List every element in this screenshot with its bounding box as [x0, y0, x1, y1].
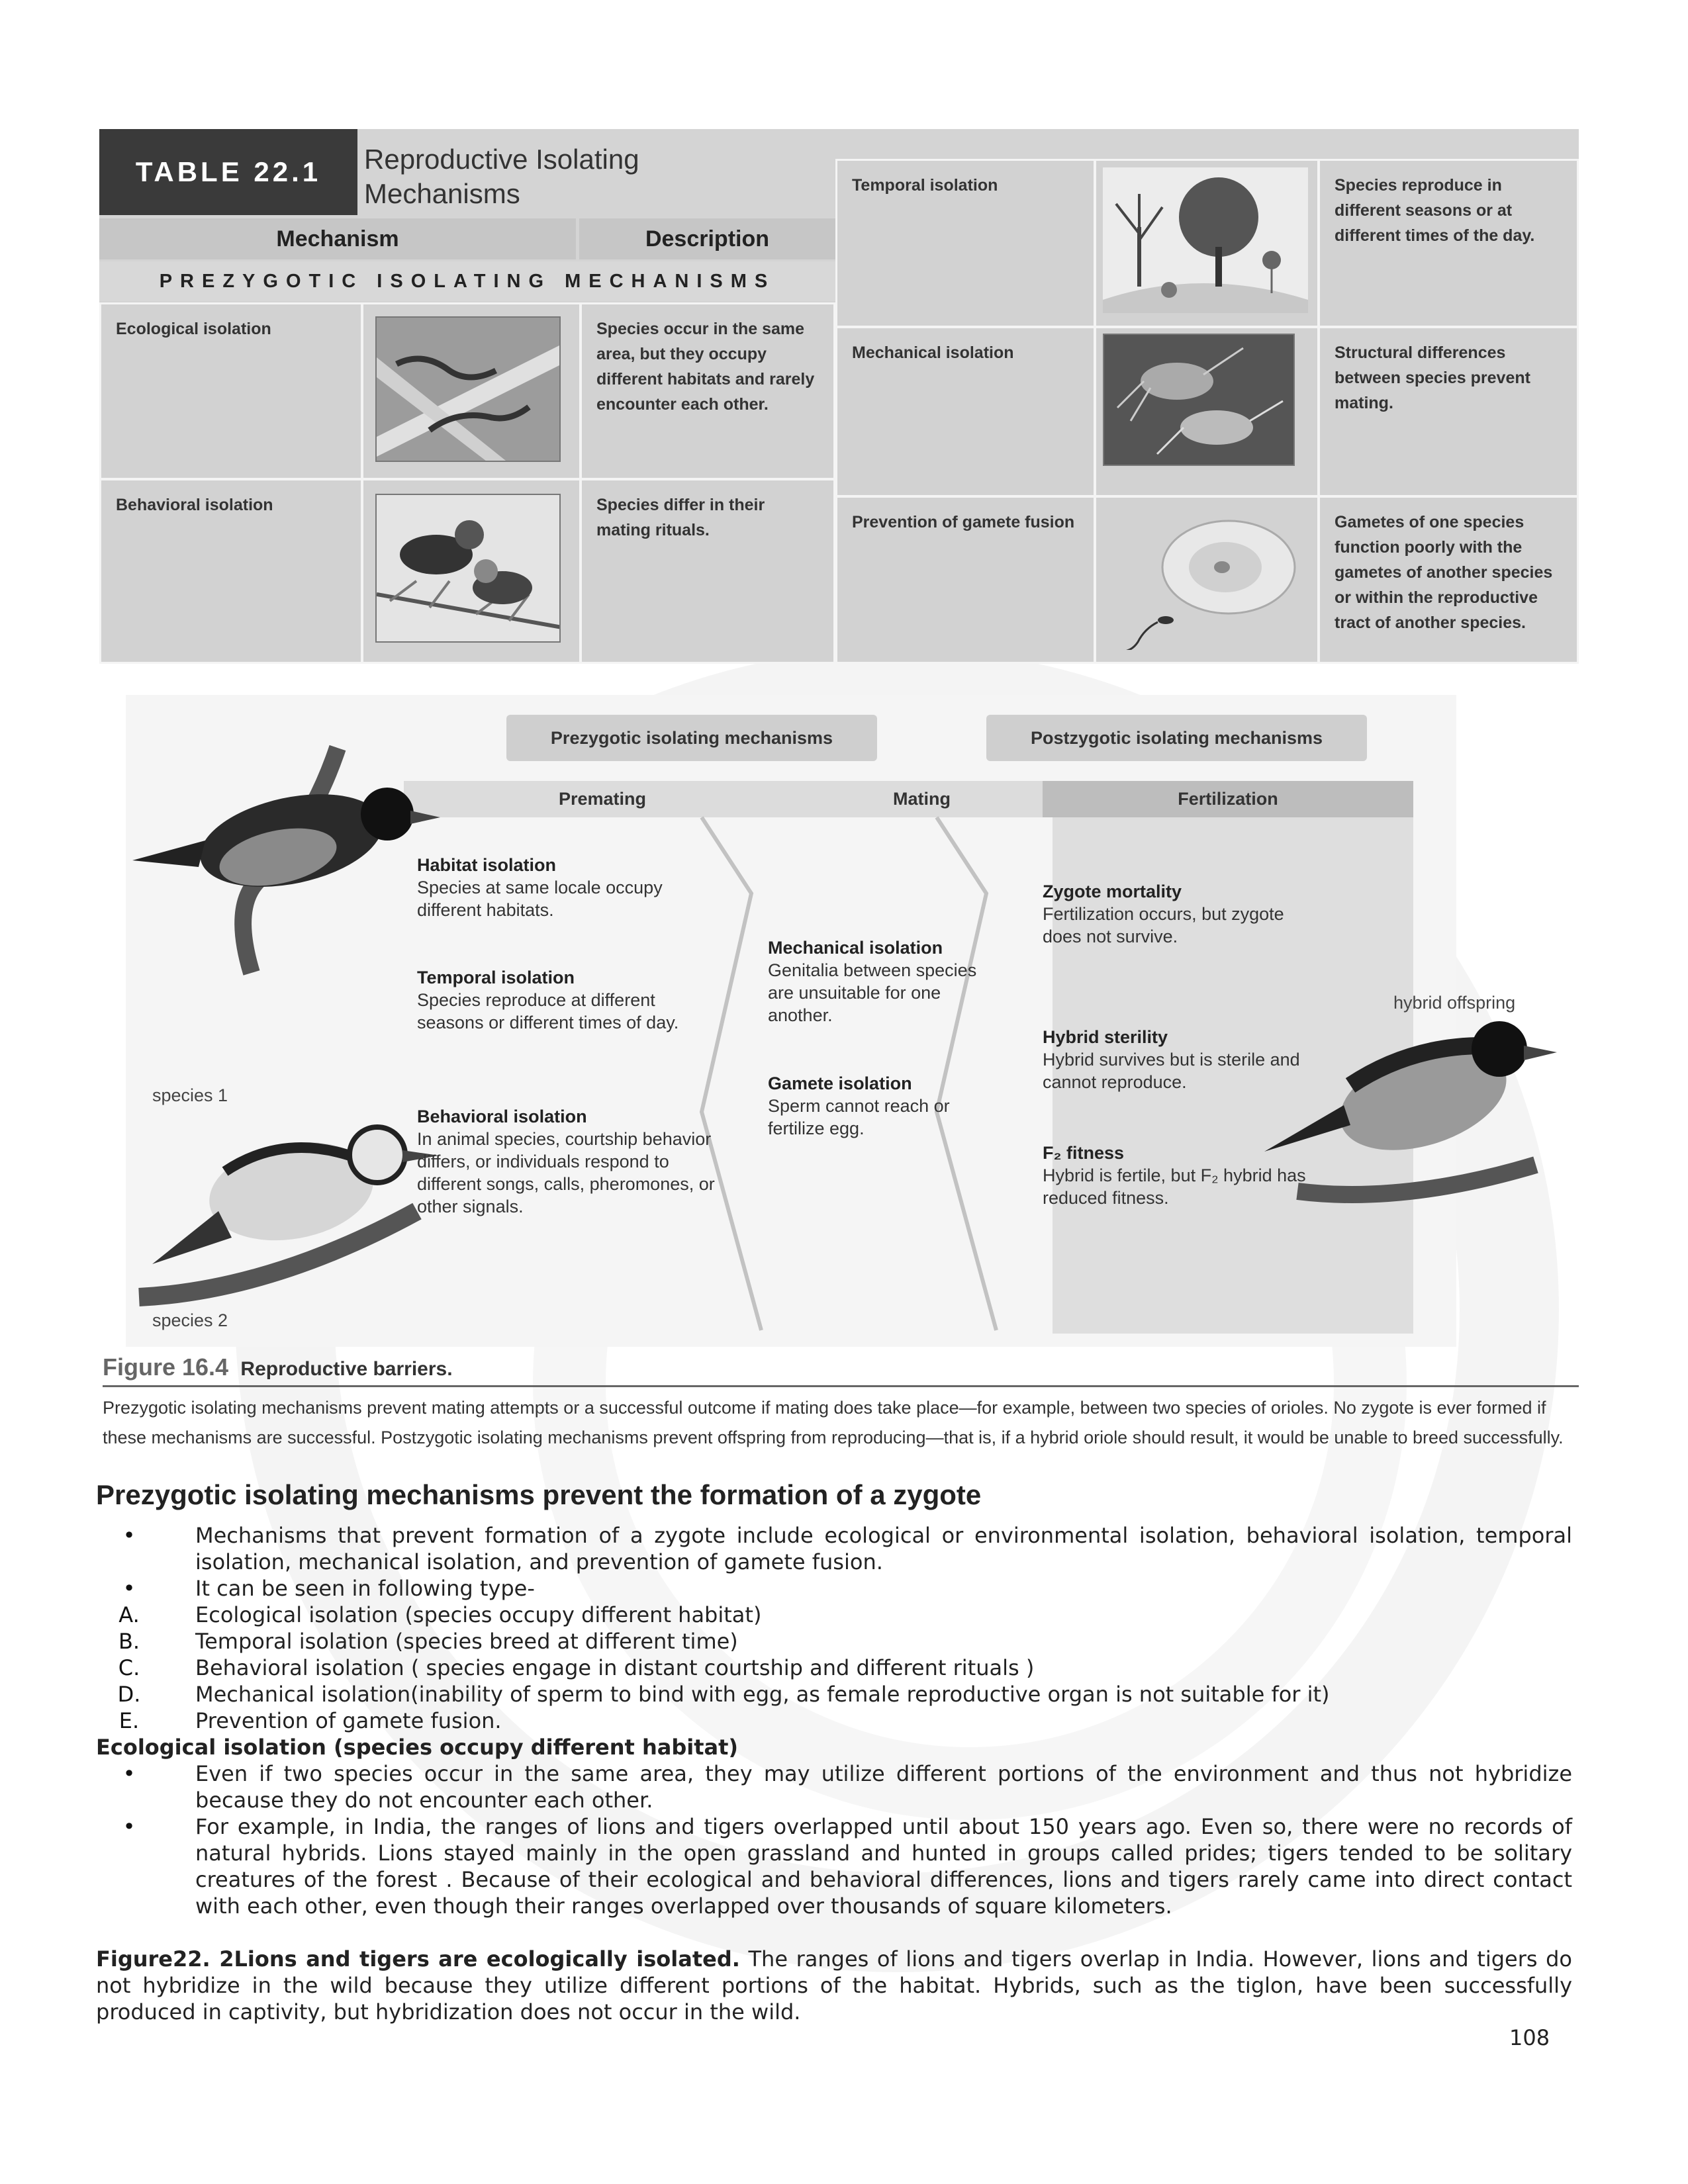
list-item: For example, in India, the ranges of lions and tigers overlapped until about 150 years ago. Even so, there were no records of natural hybrids. Lions stayed mainly in the open grassland and hunted in groups called prides; tigers tended to be solitary creatures of the forest . Because of their ecological and behavioral differences, lions and tigers rarely came into direct contact with each other, even though their ranges overlapped over thousands of square kilometers.: [195, 1814, 1572, 1919]
lizards-image: [375, 316, 561, 462]
list-item: Behavioral isolation ( species engage in distant courtship and different rituals ): [195, 1655, 1035, 1680]
table-row-description: Species occur in the same area, but they occupy different habitats and rarely encounter each other.: [580, 302, 835, 480]
table-row-mechanism: Ecological isolation: [99, 302, 363, 480]
copepod-icon: [1104, 335, 1295, 466]
temporal-isolation-block: Temporal isolation Species reproduce at different seasons or different times of day.: [417, 968, 679, 1032]
table-row-description: Structural differences between species prevent mating.: [1318, 326, 1579, 497]
copepods-image: [1103, 334, 1295, 466]
subheading: Ecological isolation (species occupy different habitat): [96, 1735, 739, 1760]
col-header-description: Description: [579, 218, 835, 259]
list-item: Temporal isolation (species breed at different time): [195, 1629, 738, 1654]
lizard-icon: [377, 318, 561, 462]
list-item: Prevention of gamete fusion.: [195, 1708, 502, 1733]
table-row-image-cell: [1094, 326, 1319, 497]
table-row-description: Species reproduce in different seasons or at different times of the day.: [1318, 159, 1579, 328]
banner-postzygotic: Postzygotic isolating mechanisms: [986, 715, 1367, 761]
bullet-icon: •: [122, 1814, 136, 1839]
table-badge: TABLE 22.1: [99, 129, 357, 215]
table-row-mechanism: Behavioral isolation: [99, 478, 363, 664]
tree-icon: [1103, 167, 1308, 313]
bullet-icon: •: [122, 1523, 136, 1548]
zygote-mortality-block: Zygote mortality Fertilization occurs, but zygote does not survive.: [1043, 882, 1284, 946]
species-1-label: species 1: [152, 1085, 228, 1105]
list-item: Even if two species occur in the same area, they may utilize different portions of the environment and thus not hybridize because they do not encounter each other.: [195, 1761, 1572, 1813]
warblers-image: [375, 494, 561, 643]
hybrid-offspring-label: hybrid offspring: [1393, 993, 1516, 1013]
egg-sperm-icon: [1106, 504, 1305, 650]
col-header-mechanism: Mechanism: [99, 218, 576, 259]
mechanical-isolation-block: Mechanical isolation Genitalia between species are unsuitable for one another.: [768, 938, 977, 1025]
figure-16-4: [99, 682, 1579, 1492]
figure-22-2-caption: Figure22. 2Lions and tigers are ecologically isolated. The ranges of lions and tigers overlap in India. However, lions and tigers do not hybridize in the wild because they utilize different portions of the habitat. Hybrids, such as the tiglon, have been successfully produced in captivity, but hybridization does not occur in the wild.: [96, 1946, 1573, 2025]
table-row-description: Gametes of one species function poorly with the gametes of another species or within the reproductive tract of another species.: [1318, 496, 1579, 664]
list-letter: D.: [117, 1682, 141, 1707]
table-row-image-cell: [361, 478, 581, 664]
table-row-image-cell: [1094, 159, 1319, 328]
list-item: Mechanisms that prevent formation of a zygote include ecological or environmental isolation, behavioral isolation, temporal isolation, mechanical isolation, and prevention of gamete fusion.: [195, 1523, 1572, 1574]
habitat-isolation-block: Habitat isolation Species at same locale occupy different habitats.: [417, 855, 663, 920]
figure-caption-text: Prezygotic isolating mechanisms prevent mating attempts or a successful outcome if mating does take place—for example, between two species of orioles. No zygote is ever formed if these mechanisms are successful. Postzygotic isolating mechanisms prevent offspring from reproducing—that is, if a hybrid oriole should result, it would be unable to breed successfully.: [103, 1398, 1564, 1447]
hybrid-sterility-block: Hybrid sterility Hybrid survives but is sterile and cannot reproduce.: [1043, 1027, 1300, 1092]
list-letter: C.: [118, 1655, 140, 1680]
gamete-isolation-block: Gamete isolation Sperm cannot reach or fertilize egg.: [768, 1073, 950, 1138]
prezygotic-header: PREZYGOTIC ISOLATING MECHANISMS: [99, 261, 835, 301]
banner-prezygotic: Prezygotic isolating mechanisms: [506, 715, 877, 761]
table-22-1: [99, 129, 1579, 664]
section-heading: Prezygotic isolating mechanisms prevent the formation of a zygote: [96, 1479, 982, 1510]
table-row-description: Species differ in their mating rituals.: [580, 478, 835, 664]
table-title: Reproductive Isolating Mechanisms: [364, 144, 639, 209]
f2-fitness-block: F₂ fitness Hybrid is fertile, but F₂ hybrid has reduced fitness.: [1043, 1143, 1306, 1208]
list-item: It can be seen in following type-: [195, 1576, 535, 1601]
species-2-label: species 2: [152, 1310, 228, 1330]
trees-image: [1103, 167, 1308, 313]
table-row-mechanism: Mechanical isolation: [835, 326, 1096, 497]
table-row-mechanism: Prevention of gamete fusion: [835, 496, 1096, 664]
column-premating: Premating: [404, 781, 801, 817]
table-row-mechanism: Temporal isolation: [835, 159, 1096, 328]
list-letter: A.: [118, 1602, 140, 1627]
table-row-image-cell: [361, 302, 581, 480]
bullet-icon: •: [122, 1576, 136, 1601]
behavioral-isolation-block: Behavioral isolation In animal species, courtship behavior differs, or individuals respond to different songs, calls, pheromones, or other signals.: [417, 1107, 715, 1216]
list-item: Mechanical isolation(inability of sperm to bind with egg, as female reproductive organ is not suitable for it): [195, 1682, 1330, 1707]
column-fertilization: Fertilization: [1043, 781, 1413, 817]
table-row-image-cell: [1094, 496, 1319, 664]
bullet-icon: •: [122, 1761, 136, 1786]
column-mating: Mating: [801, 781, 1043, 817]
list-item: Ecological isolation (species occupy different habitat): [195, 1602, 762, 1627]
bird-icon: [377, 495, 561, 643]
list-letter: B.: [118, 1629, 140, 1654]
list-letter: E.: [118, 1708, 140, 1733]
figure-caption-title: Figure 16.4 Reproductive barriers.: [103, 1353, 453, 1381]
page-number: 108: [1509, 2025, 1550, 2050]
